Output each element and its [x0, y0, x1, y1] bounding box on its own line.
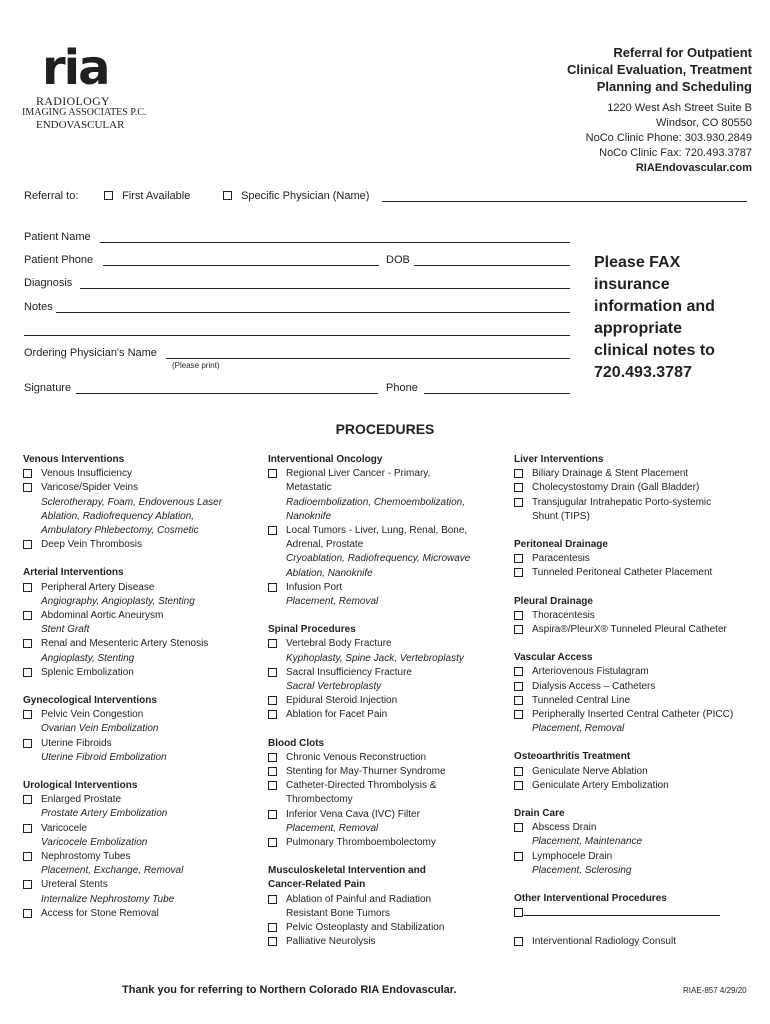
procedure-detail: Sclerotherapy, Foam, Endovenous Laser	[41, 496, 223, 508]
notes-field-line-2[interactable]	[24, 326, 570, 336]
section-spacer	[268, 850, 508, 864]
procedure-label: Renal and Mesenteric Artery Stenosis	[41, 638, 209, 650]
please-print-note: (Please print)	[172, 361, 220, 370]
address-line: 1220 West Ash Street Suite B	[607, 102, 752, 114]
other-procedure-option[interactable]	[514, 906, 764, 921]
procedure-option[interactable]	[514, 680, 764, 694]
procedure-label: Tunneled Peritoneal Catheter Placement	[532, 567, 713, 579]
procedure-checkbox[interactable]	[23, 909, 32, 918]
procedure-checkbox[interactable]	[514, 498, 523, 507]
specific-physician-field[interactable]	[382, 192, 747, 202]
procedure-detail: Placement, Removal	[286, 822, 379, 834]
procedure-detail: Angiography, Angioplasty, Stenting	[41, 595, 195, 607]
procedure-label: Deep Vein Thrombosis	[41, 539, 142, 551]
procedure-option[interactable]	[268, 779, 508, 793]
procedure-label: Enlarged Prostate	[41, 794, 122, 806]
specific-physician-option[interactable]	[223, 190, 369, 203]
procedure-label: Splenic Embolization	[41, 666, 134, 678]
procedure-checkbox[interactable]	[268, 469, 277, 478]
fax-notice-line: clinical notes to	[594, 342, 715, 359]
procedure-label: Varicose/Spider Veins	[41, 482, 139, 494]
procedure-category-heading: Peritoneal Drainage	[514, 539, 608, 551]
procedure-option[interactable]	[23, 878, 258, 892]
procedure-label: Varicocele	[41, 822, 87, 834]
procedure-option[interactable]	[23, 467, 258, 481]
procedure-checkbox[interactable]	[23, 739, 32, 748]
procedure-option[interactable]	[268, 694, 508, 708]
procedure-label: Catheter-Directed Thrombolysis &	[286, 780, 437, 792]
procedure-option[interactable]	[514, 850, 764, 864]
procedure-detail: Ablation, Nanoknife	[286, 567, 373, 579]
procedure-label: Venous Insufficiency	[41, 468, 132, 480]
procedure-checkbox[interactable]	[23, 852, 32, 861]
procedure-option[interactable]	[23, 737, 258, 751]
procedure-category-heading: Vascular Access	[514, 652, 593, 664]
procedure-detail: Radioembolization, Chemoembolization,	[286, 496, 465, 508]
section-spacer	[23, 552, 258, 566]
procedure-option[interactable]	[268, 637, 508, 651]
procedure-option[interactable]	[23, 581, 258, 595]
procedure-detail: Kyphoplasty, Spine Jack, Vertebroplasty	[286, 652, 464, 664]
diagnosis-label: Diagnosis	[24, 277, 73, 289]
procedure-category-heading: Pleural Drainage	[514, 595, 593, 607]
procedure-checkbox[interactable]	[268, 937, 277, 946]
phone-field[interactable]	[424, 384, 570, 394]
patient-name-field[interactable]	[100, 233, 570, 243]
diagnosis-field[interactable]	[80, 279, 570, 289]
signature-label: Signature	[24, 382, 72, 394]
first-available-option[interactable]	[104, 190, 190, 203]
procedure-label: Access for Stone Removal	[41, 907, 159, 919]
procedure-checkbox[interactable]	[268, 639, 277, 648]
procedure-detail: Internalize Nephrostomy Tube	[41, 893, 175, 905]
procedure-checkbox[interactable]	[268, 696, 277, 705]
phone-label: Phone	[386, 382, 418, 394]
procedure-detail: Placement, Maintenance	[532, 836, 643, 848]
procedure-category-heading: Gynecological Interventions	[23, 695, 157, 707]
procedure-option[interactable]	[514, 708, 764, 722]
procedure-option[interactable]	[268, 935, 508, 949]
procedures-column-3	[514, 453, 764, 950]
procedures-column-1	[23, 453, 258, 921]
procedure-checkbox[interactable]	[268, 781, 277, 790]
procedure-label: Biliary Drainage & Stent Placement	[532, 468, 689, 480]
form-title-line: Clinical Evaluation, Treatment	[567, 62, 752, 77]
procedure-checkbox[interactable]	[23, 668, 32, 677]
procedure-category-heading: Other Interventional Procedures	[514, 893, 667, 905]
procedure-label: Geniculate Nerve Ablation	[532, 765, 648, 777]
procedure-detail: Uterine Fibroid Embolization	[41, 751, 167, 763]
procedure-label: Ureteral Stents	[41, 879, 108, 891]
procedure-checkbox[interactable]	[514, 767, 523, 776]
fax-notice	[594, 252, 754, 384]
procedure-option[interactable]	[23, 637, 258, 651]
procedure-category-heading: Venous Interventions	[23, 454, 125, 465]
procedure-label: Lymphocele Drain	[532, 850, 613, 862]
section-spacer	[514, 637, 764, 651]
procedure-label: Thoracentesis	[532, 609, 595, 621]
procedure-label: Epidural Steroid Injection	[286, 695, 398, 707]
procedure-option[interactable]	[23, 822, 258, 836]
procedure-option[interactable]	[268, 666, 508, 680]
section-spacer	[514, 793, 764, 807]
section-spacer	[23, 765, 258, 779]
specific-physician-label: Specific Physician (Name)	[241, 190, 370, 202]
procedure-detail: Placement, Removal	[532, 723, 625, 735]
fax-number: 720.493.3787	[594, 364, 692, 381]
procedure-label: Palliative Neurolysis	[286, 936, 376, 948]
address-line: Windsor, CO 80550	[656, 117, 752, 129]
procedure-detail: Placement, Sclerosing	[532, 864, 632, 876]
section-spacer	[514, 524, 764, 538]
procedure-category-heading: Blood Clots	[268, 737, 325, 749]
procedure-option[interactable]	[23, 793, 258, 807]
procedure-option[interactable]	[514, 765, 764, 779]
procedures-heading: PROCEDURES	[335, 421, 435, 437]
procedure-checkbox[interactable]	[514, 667, 523, 676]
procedure-detail: Angioplasty, Stenting	[41, 652, 135, 664]
procedure-checkbox[interactable]	[514, 696, 523, 705]
procedure-checkbox[interactable]	[23, 639, 32, 648]
procedure-label: Paracentesis	[532, 553, 590, 565]
procedure-option[interactable]	[514, 694, 764, 708]
procedure-option[interactable]	[514, 665, 764, 679]
procedure-checkbox[interactable]	[268, 710, 277, 719]
procedure-detail: Varicocele Embolization	[41, 836, 148, 848]
dob-label: DOB	[386, 254, 410, 266]
procedure-detail: Prostate Artery Embolization	[41, 808, 168, 820]
procedure-option[interactable]	[268, 893, 508, 907]
procedure-checkbox[interactable]	[23, 540, 32, 549]
procedure-label: Peripheral Artery Disease	[41, 581, 155, 593]
procedure-checkbox[interactable]	[268, 767, 277, 776]
procedure-label: Peripherally Inserted Central Catheter (PICC)	[532, 709, 734, 721]
other-procedure-checkbox[interactable]	[514, 908, 523, 917]
procedure-category-heading: Cancer-Related Pain	[268, 879, 366, 891]
procedure-category-heading: Interventional Oncology	[268, 454, 383, 465]
procedure-category-heading: Liver Interventions	[514, 454, 604, 465]
footer-thanks: Thank you for referring to Northern Colorado RIA Endovascular.	[122, 984, 457, 996]
first-available-checkbox[interactable]	[104, 191, 113, 200]
clinic-address	[586, 101, 752, 176]
procedure-checkbox[interactable]	[514, 682, 523, 691]
logo-radiology: RADIOLOGY	[36, 94, 111, 108]
procedure-checkbox[interactable]	[514, 554, 523, 563]
other-procedure-field[interactable]	[524, 906, 720, 916]
ordering-physician-label: Ordering Physician's Name	[24, 347, 157, 359]
procedure-label-continued: Thrombectomy	[286, 794, 353, 806]
procedure-category-heading: Osteoarthritis Treatment	[514, 751, 631, 763]
form-code: RIAE-857 4/29/20	[683, 986, 747, 995]
procedure-label: Cholecystostomy Drain (Gall Bladder)	[532, 482, 700, 494]
procedures-column-2	[268, 453, 508, 950]
procedure-option[interactable]	[23, 708, 258, 722]
specific-physician-checkbox[interactable]	[223, 191, 232, 200]
website: RIAEndovascular.com	[635, 162, 752, 174]
procedure-option[interactable]	[514, 552, 764, 566]
section-spacer	[514, 921, 764, 935]
procedure-category-heading: Arterial Interventions	[23, 567, 124, 579]
section-spacer	[514, 581, 764, 595]
notes-label: Notes	[24, 301, 53, 313]
procedure-checkbox[interactable]	[23, 583, 32, 592]
procedure-label: Sacral Insufficiency Fracture	[286, 666, 412, 678]
ria-logo-mark: ria	[42, 40, 109, 96]
procedure-detail: Placement, Exchange, Removal	[41, 865, 184, 877]
procedure-option[interactable]	[268, 751, 508, 765]
procedure-checkbox[interactable]	[514, 568, 523, 577]
procedure-checkbox[interactable]	[23, 824, 32, 833]
procedure-option[interactable]	[268, 581, 508, 595]
notes-field[interactable]	[56, 303, 570, 313]
procedure-category-heading: Drain Care	[514, 808, 565, 820]
patient-name-label: Patient Name	[24, 231, 91, 243]
procedure-label-continued: Resistant Bone Tumors	[286, 907, 390, 919]
procedure-checkbox[interactable]	[268, 668, 277, 677]
first-available-label: First Available	[122, 190, 191, 202]
section-spacer	[268, 723, 508, 737]
procedure-option[interactable]	[268, 708, 508, 722]
procedure-label: Chronic Venous Reconstruction	[286, 751, 427, 763]
procedure-detail: Nanoknife	[286, 510, 332, 522]
procedure-checkbox[interactable]	[268, 810, 277, 819]
procedure-label: Vertebral Body Fracture	[286, 638, 392, 650]
form-title	[567, 44, 752, 95]
procedure-label: Tunneled Central Line	[532, 694, 631, 706]
procedure-option[interactable]	[514, 821, 764, 835]
procedure-label-continued: Adrenal, Prostate	[286, 539, 364, 551]
signature-field[interactable]	[76, 384, 378, 394]
procedure-checkbox[interactable]	[23, 469, 32, 478]
procedure-label: Stenting for May-Thurner Syndrome	[286, 766, 446, 778]
procedure-detail: Ambulatory Phlebectomy, Cosmetic	[41, 525, 199, 537]
procedure-checkbox[interactable]	[268, 583, 277, 592]
patient-phone-field[interactable]	[103, 256, 379, 266]
procedure-category-heading: Spinal Procedures	[268, 624, 356, 636]
procedure-detail: Ablation, Radiofrequency Ablation,	[41, 510, 195, 522]
procedure-option[interactable]	[23, 538, 258, 552]
procedure-option[interactable]	[268, 808, 508, 822]
fax-notice-line: information and	[594, 298, 715, 315]
section-spacer	[514, 878, 764, 892]
procedure-label: Inferior Vena Cava (IVC) Filter	[286, 808, 420, 820]
procedure-option[interactable]	[514, 623, 764, 637]
procedure-option[interactable]	[23, 666, 258, 680]
procedure-detail: Stent Graft	[41, 624, 90, 636]
procedure-checkbox[interactable]	[268, 838, 277, 847]
procedure-label: Ablation of Painful and Radiation	[286, 893, 432, 905]
procedure-option[interactable]	[268, 524, 508, 538]
procedure-label: Pulmonary Thromboembolectomy	[286, 837, 436, 849]
referral-to-label: Referral to:	[24, 190, 79, 202]
procedure-option[interactable]	[514, 779, 764, 793]
procedure-option[interactable]	[268, 467, 508, 481]
procedure-option[interactable]	[268, 921, 508, 935]
procedure-checkbox[interactable]	[514, 781, 523, 790]
procedure-checkbox[interactable]	[23, 795, 32, 804]
procedure-checkbox[interactable]	[514, 469, 523, 478]
procedure-checkbox[interactable]	[514, 625, 523, 634]
procedure-option[interactable]	[514, 609, 764, 623]
procedure-label: Abscess Drain	[532, 822, 597, 834]
logo-imaging-associates: IMAGING ASSOCIATES P.C.	[22, 107, 147, 118]
procedure-label: Interventional Radiology Consult	[532, 936, 676, 948]
procedure-checkbox[interactable]	[23, 611, 32, 620]
form-title-line: Planning and Scheduling	[596, 79, 752, 94]
dob-field[interactable]	[414, 256, 570, 266]
procedure-checkbox[interactable]	[23, 483, 32, 492]
ordering-physician-field[interactable]	[166, 349, 570, 359]
procedure-label: Dialysis Access – Catheters	[532, 680, 656, 692]
procedure-label: Local Tumors - Liver, Lung, Renal, Bone,	[286, 525, 468, 537]
procedure-detail: Cryoablation, Radiofrequency, Microwave	[286, 553, 471, 565]
procedure-detail: Ovarian Vein Embolization	[41, 723, 159, 735]
section-spacer	[514, 736, 764, 750]
procedure-detail: Placement, Removal	[286, 596, 379, 608]
procedure-checkbox[interactable]	[23, 880, 32, 889]
procedure-checkbox[interactable]	[23, 710, 32, 719]
procedure-label: Uterine Fibroids	[41, 737, 112, 749]
procedure-category-heading: Urological Interventions	[23, 780, 138, 792]
procedure-label: Abdominal Aortic Aneurysm	[41, 610, 164, 622]
procedure-checkbox[interactable]	[514, 611, 523, 620]
clinic-fax: NoCo Clinic Fax: 720.493.3787	[599, 147, 752, 159]
procedure-checkbox[interactable]	[514, 823, 523, 832]
procedure-label-continued: Shunt (TIPS)	[532, 510, 590, 522]
procedure-option[interactable]	[23, 907, 258, 921]
procedure-option[interactable]	[514, 496, 764, 510]
clinic-phone: NoCo Clinic Phone: 303.930.2849	[585, 132, 752, 144]
procedure-label: Arteriovenous Fistulagram	[532, 666, 649, 678]
procedure-option[interactable]	[514, 467, 764, 481]
procedure-checkbox[interactable]	[514, 483, 523, 492]
procedure-option[interactable]	[23, 609, 258, 623]
procedure-checkbox[interactable]	[268, 895, 277, 904]
procedure-label: Transjugular Intrahepatic Porto-systemic	[532, 496, 712, 508]
procedure-checkbox[interactable]	[268, 753, 277, 762]
procedure-option[interactable]	[514, 481, 764, 495]
procedure-category-heading: Musculoskeletal Intervention and	[268, 865, 426, 877]
procedure-label: Pelvic Vein Congestion	[41, 709, 144, 721]
procedure-checkbox[interactable]	[514, 937, 523, 946]
procedure-label: Infusion Port	[286, 581, 343, 593]
procedure-checkbox[interactable]	[268, 526, 277, 535]
procedure-label: Regional Liver Cancer - Primary,	[286, 468, 431, 480]
section-spacer	[268, 609, 508, 623]
procedure-label: Pelvic Osteoplasty and Stabilization	[286, 922, 445, 934]
procedure-detail: Sacral Vertebroplasty	[286, 681, 382, 693]
procedure-checkbox[interactable]	[514, 710, 523, 719]
form-title-line: Referral for Outpatient	[613, 45, 752, 60]
procedure-option[interactable]	[514, 935, 764, 949]
fax-notice-line: insurance	[594, 276, 670, 293]
procedure-option[interactable]	[268, 836, 508, 850]
fax-notice-line: Please FAX	[594, 254, 681, 271]
procedure-option[interactable]	[514, 566, 764, 580]
procedure-option[interactable]	[268, 765, 508, 779]
patient-phone-label: Patient Phone	[24, 254, 94, 266]
fax-notice-line: appropriate	[594, 320, 683, 337]
procedure-label: Aspira®/PleurX® Tunneled Pleural Catheter	[532, 624, 727, 636]
logo-endovascular: ENDOVASCULAR	[36, 119, 125, 131]
procedure-label: Ablation for Facet Pain	[286, 709, 388, 721]
procedure-label: Nephrostomy Tubes	[41, 851, 131, 863]
procedure-label: Geniculate Artery Embolization	[532, 779, 669, 791]
procedure-label-continued: Metastatic	[286, 482, 332, 494]
procedure-option[interactable]	[23, 850, 258, 864]
procedure-option[interactable]	[23, 481, 258, 495]
section-spacer	[23, 680, 258, 694]
procedure-checkbox[interactable]	[514, 852, 523, 861]
procedure-checkbox[interactable]	[268, 923, 277, 932]
